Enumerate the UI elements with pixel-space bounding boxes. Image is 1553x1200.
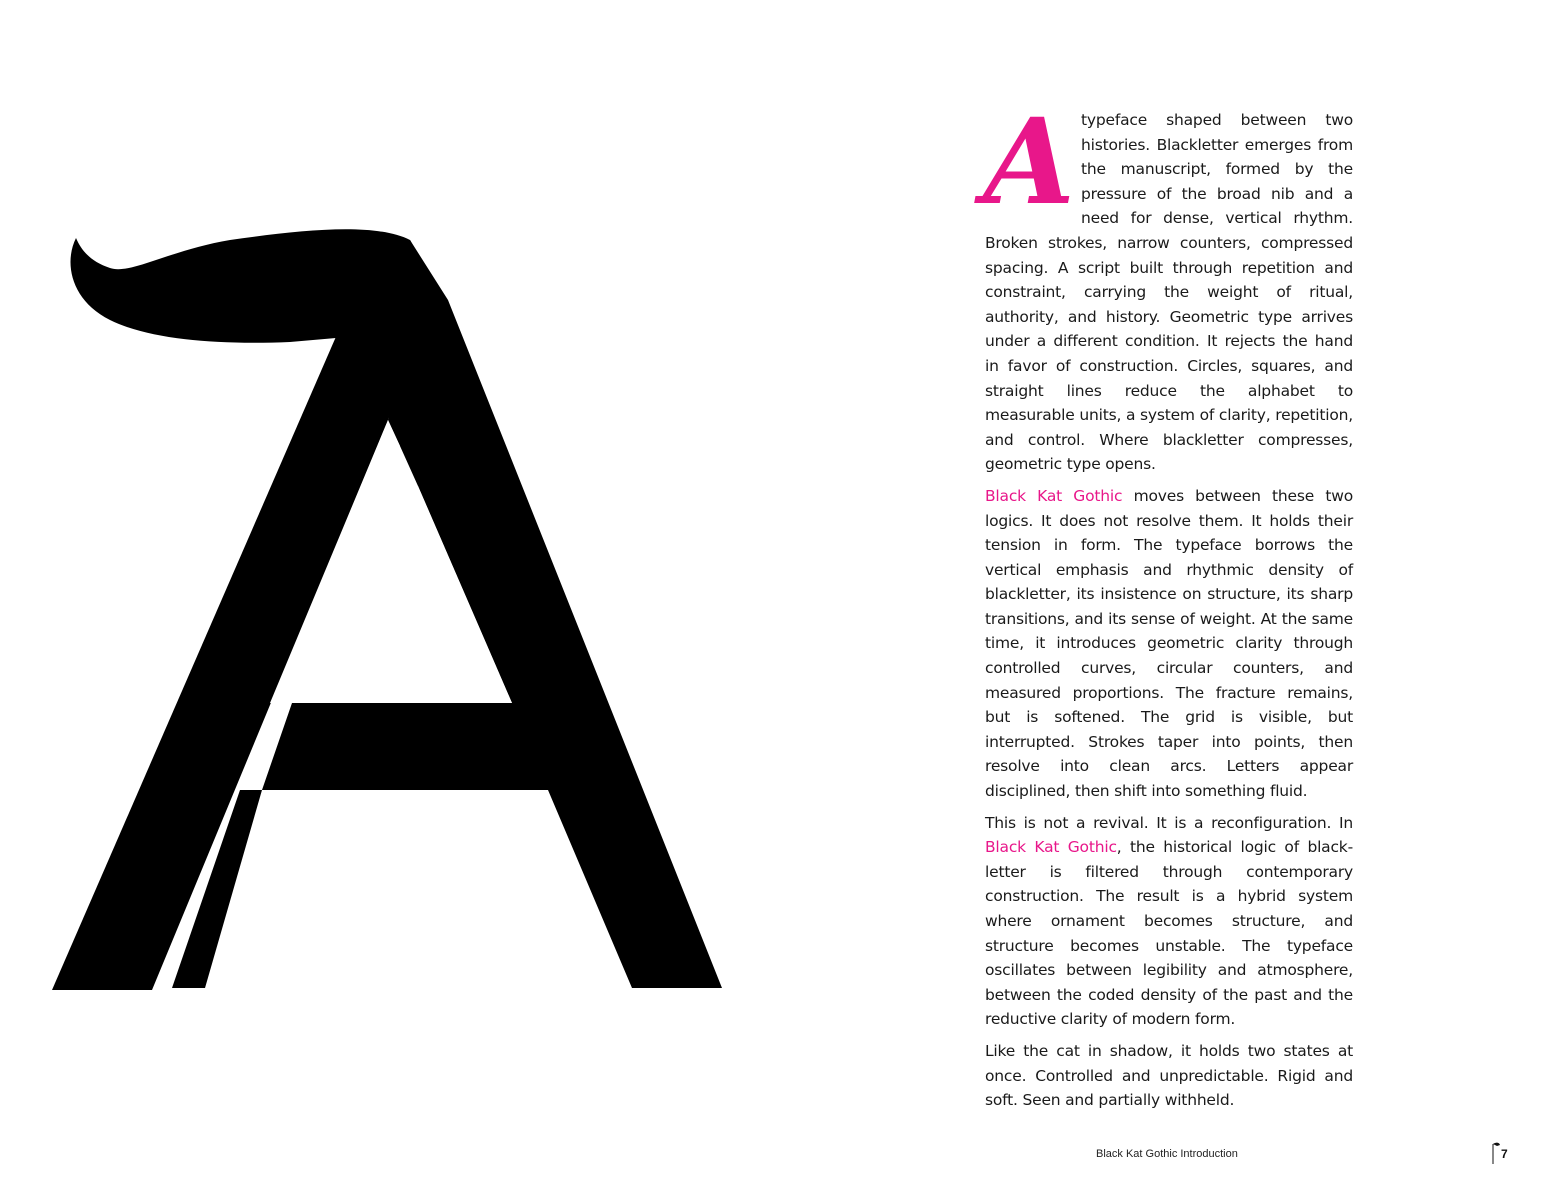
- article-body: [983, 92, 1353, 1120]
- page-number: 7: [1501, 1147, 1508, 1161]
- paragraph-1-text: typeface shaped between two histories. Blackletter emerges from the manuscript, formed by the pressure of the broad nib and a need for dense, vertical rhythm. Broken strokes, narrow counters, compressed spacing. A script built through repetition and constraint, carrying the weight of ritual, authority, and history. Geometric type arrives under a different condition. It rejects the hand in favor of construction. Circles, squares, and straight lines reduce the alphabet to measurable units, a system of clarity, repetition, and control. Where blackletter compresses, geometric type opens.: [985, 111, 1353, 474]
- paragraph-3: [985, 811, 1353, 1032]
- brand-highlight: Black Kat Gothic: [985, 486, 1123, 505]
- letter-a-glyph-icon: [40, 225, 740, 1000]
- footer-title: Black Kat Gothic Introduction: [1096, 1148, 1238, 1160]
- paragraph-4: [985, 1039, 1353, 1113]
- paragraph-2: [985, 484, 1353, 804]
- paragraph-3-text-start: This is not a revival. It is a reconfiguration. In: [985, 813, 1353, 832]
- brand-highlight: Black Kat Gothic: [985, 838, 1117, 857]
- paragraph-4-text: Like the cat in shadow, it holds two states at once. Controlled and unpredictable. Rigid and soft. Seen and partially withheld.: [985, 1041, 1353, 1110]
- paragraph-3-text-end: , the historical logic of black-letter is filtered through contemporary construction. The result is a hybrid system where ornament becomes structure, and structure becomes unstable. The typeface oscillates between legibility and atmosphere, between the coded density of the past and the reductive clarity of modern form.: [985, 838, 1353, 1029]
- paragraph-2-text: moves between these two logics. It does not resolve them. It holds their tension in form. The typeface borrows the vertical emphasis and rhythmic density of blackletter, its insistence on structure, its sharp transitions, and its sense of weight. At the same time, it introduces geometric clarity through controlled curves, circular counters, and measured proportions. The fracture remains, but is softened. The grid is visible, but interrupted. Strokes taper into points, then resolve into clean arcs. Letters appear disciplined, then shift into something fluid.: [985, 486, 1353, 801]
- paragraph-1: [983, 92, 1353, 477]
- dropcap: A: [983, 92, 1075, 231]
